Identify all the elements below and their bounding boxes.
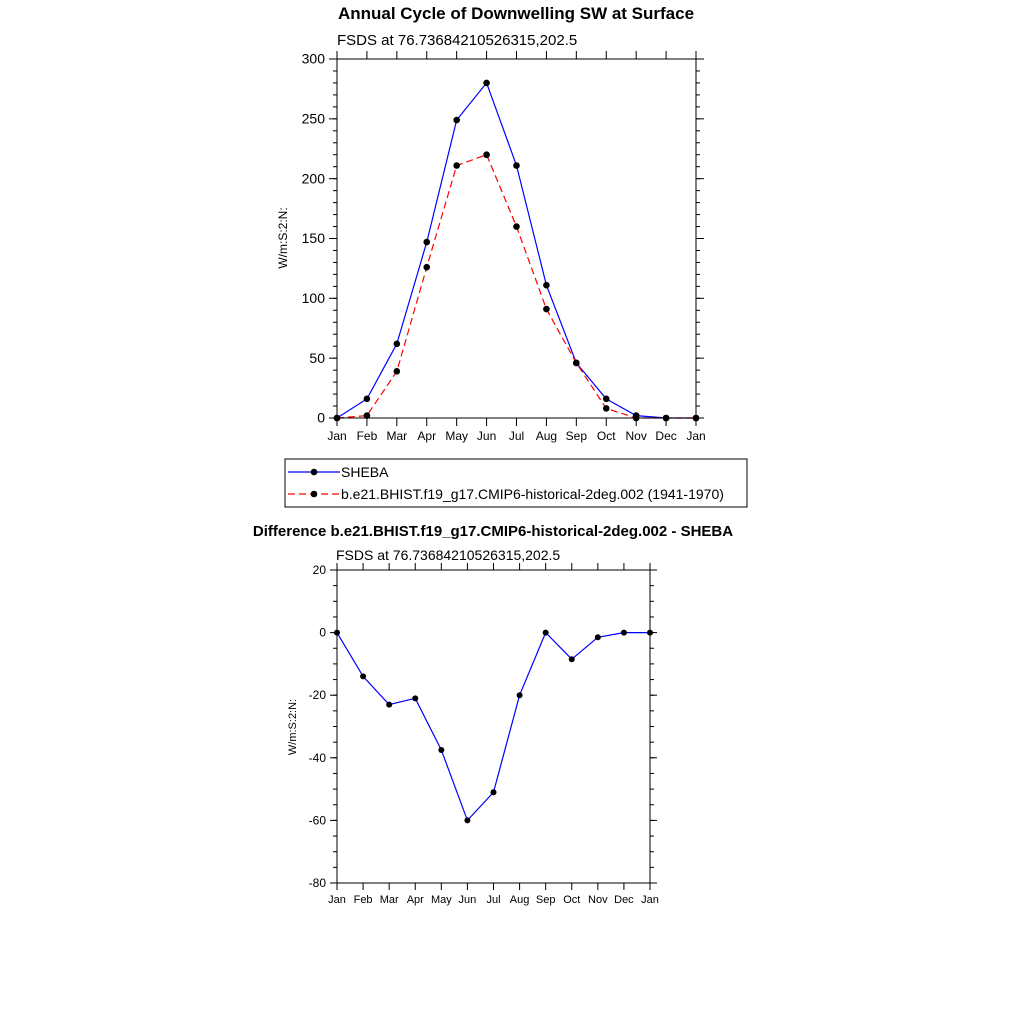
data-point xyxy=(595,634,601,640)
legend-item-sheba xyxy=(288,464,389,480)
legend-label-model: b.e21.BHIST.f19_g17.CMIP6-historical-2deg.002 (1941-1970) xyxy=(341,486,724,502)
x-tick-label: Dec xyxy=(655,429,677,443)
x-tick-label: Sep xyxy=(535,894,556,906)
y-tick-label: -40 xyxy=(308,750,326,765)
data-point xyxy=(513,223,520,230)
tick-marks xyxy=(329,51,704,426)
y-tick-label: 0 xyxy=(317,409,325,426)
y-tick-label: 50 xyxy=(309,349,325,366)
x-tick-label: Aug xyxy=(535,429,558,443)
chart-difference xyxy=(253,523,733,906)
data-point xyxy=(360,673,366,679)
y-axis-label: W/m:S:2:N: xyxy=(287,698,299,756)
plot-frame xyxy=(337,59,696,418)
series-points xyxy=(334,630,653,824)
series-points xyxy=(334,80,700,422)
y-tick-label: -60 xyxy=(308,813,326,828)
chart-subtitle: FSDS at 76.73684210526315,202.5 xyxy=(336,547,561,563)
y-tick-label: 150 xyxy=(301,230,325,247)
legend-marker-sheba xyxy=(311,469,318,476)
x-tick-label: Oct xyxy=(596,429,616,443)
legend xyxy=(285,459,747,507)
data-point xyxy=(438,747,444,753)
data-point xyxy=(543,306,550,313)
series-line-1 xyxy=(337,155,696,418)
y-tick-label: 100 xyxy=(301,290,325,306)
x-tick-label: Oct xyxy=(563,894,581,906)
data-point xyxy=(483,80,490,87)
chart-title: Difference b.e21.BHIST.f19_g17.CMIP6-historical-2deg.002 - SHEBA xyxy=(252,523,734,540)
x-tick-label: Jan xyxy=(686,429,706,443)
x-tick-label: Feb xyxy=(356,429,378,443)
y-tick-label: 200 xyxy=(301,170,325,187)
data-point xyxy=(412,695,418,701)
data-point xyxy=(573,360,580,367)
data-point xyxy=(517,692,523,698)
data-point xyxy=(423,239,430,246)
y-tick-label: -20 xyxy=(308,688,326,703)
x-tick-label: Jan xyxy=(641,894,659,906)
x-tick-labels xyxy=(328,894,659,906)
x-tick-label: Jul xyxy=(508,429,525,443)
x-tick-label: Nov xyxy=(625,429,647,443)
y-tick-label: -80 xyxy=(308,876,326,890)
x-tick-label: Jan xyxy=(328,894,346,906)
data-point xyxy=(483,151,490,158)
chart-annual-cycle xyxy=(276,4,747,507)
data-point xyxy=(394,341,401,348)
data-point xyxy=(464,817,470,823)
data-point xyxy=(394,368,401,375)
x-tick-label: Jun xyxy=(476,429,497,443)
data-point xyxy=(603,405,610,412)
legend-marker-model xyxy=(311,491,318,498)
x-tick-label: May xyxy=(430,894,452,906)
y-tick-label: 250 xyxy=(301,110,325,127)
x-tick-label: May xyxy=(445,429,469,443)
tick-marks xyxy=(330,563,657,890)
data-point xyxy=(386,702,392,708)
data-point xyxy=(621,630,627,636)
chart-title: Annual Cycle of Downwelling SW at Surface xyxy=(337,4,695,23)
y-axis-label: W/m:S:2:N: xyxy=(276,207,290,269)
series-line-0 xyxy=(337,83,696,418)
x-tick-label: Mar xyxy=(386,429,408,443)
x-tick-label: Dec xyxy=(614,894,634,906)
x-tick-label: Mar xyxy=(379,894,399,906)
x-tick-label: Sep xyxy=(565,429,588,443)
data-point xyxy=(453,117,460,124)
data-point xyxy=(513,162,520,169)
x-tick-label: Jan xyxy=(327,429,347,443)
y-tick-labels xyxy=(309,563,327,890)
series-lines xyxy=(337,83,696,418)
x-tick-label: Apr xyxy=(406,894,424,906)
x-tick-label: Jun xyxy=(458,894,477,906)
data-point xyxy=(543,282,550,289)
x-tick-label: Jul xyxy=(486,894,501,906)
data-point xyxy=(569,656,575,662)
plot-frame xyxy=(337,570,650,883)
data-point xyxy=(453,162,460,169)
x-tick-label: Nov xyxy=(588,894,608,906)
data-point xyxy=(543,630,549,636)
data-point xyxy=(491,789,497,795)
y-tick-label: 0 xyxy=(319,625,326,640)
x-tick-label: Aug xyxy=(509,894,530,906)
x-tick-labels xyxy=(327,429,705,443)
y-tick-labels xyxy=(302,51,326,426)
legend-item-model xyxy=(288,486,724,502)
y-tick-label: 20 xyxy=(312,563,326,577)
data-point xyxy=(423,264,430,271)
x-tick-label: Apr xyxy=(417,429,437,443)
chart-subtitle: FSDS at 76.73684210526315,202.5 xyxy=(337,32,578,49)
legend-label-sheba: SHEBA xyxy=(341,464,389,480)
data-point xyxy=(603,396,610,403)
data-point xyxy=(364,396,371,403)
y-tick-label: 300 xyxy=(301,50,325,67)
x-tick-label: Feb xyxy=(353,894,373,906)
